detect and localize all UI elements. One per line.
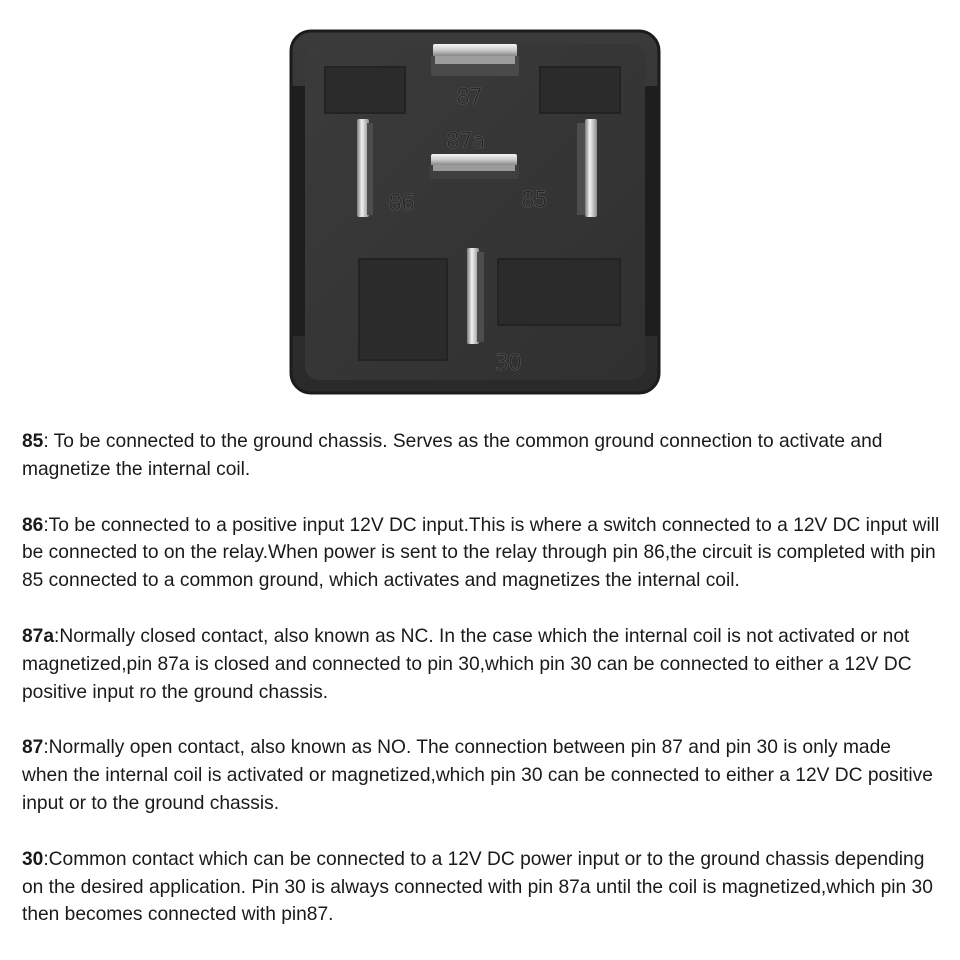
pin-30-terminal bbox=[467, 248, 484, 344]
description-30 bbox=[22, 846, 942, 929]
text-87a: :Normally closed contact, also known as NC. In the case which the internal coil is not activated or not magnetized,pin 87a is closed and connected to pin 30,which pin 30 can be connected to either a 12V DC positive input ro the ground chassis. bbox=[22, 625, 912, 703]
pin-87a-label: 87a bbox=[446, 129, 485, 154]
pin-85-label: 85 bbox=[521, 188, 547, 213]
pin-85-terminal bbox=[577, 119, 597, 217]
term-86: 86 bbox=[22, 514, 44, 536]
term-87: 87 bbox=[22, 737, 44, 759]
pin-87-label: 87 bbox=[456, 85, 482, 110]
text-85: : To be connected to the ground chassis. Serves as the common ground connection to activate and magnetize the internal coil. bbox=[22, 431, 883, 480]
pin-30-label: 30 bbox=[495, 351, 521, 376]
pin-86-terminal bbox=[357, 119, 373, 217]
text-30: :Common contact which can be connected to a 12V DC power input or to the ground chassis depending on the desired application. Pin 30 is always connected with pin 87a until the coil is magnetized,which pin 30 then becomes connected with pin87. bbox=[22, 848, 933, 926]
term-85: 85 bbox=[22, 431, 44, 452]
description-87 bbox=[22, 734, 942, 817]
relay-image bbox=[285, 26, 665, 398]
text-87: :Normally open contact, also known as NO. The connection between pin 87 and pin 30 is only made when the internal coil is activated or magnetized,which pin 30 can be connected to either a 12V DC positive input or to the ground chassis. bbox=[22, 737, 933, 814]
description-85 bbox=[22, 428, 942, 484]
pin-86-label: 86 bbox=[388, 191, 414, 216]
description-87a bbox=[22, 623, 942, 706]
term-87a: 87a bbox=[22, 625, 55, 647]
description-86 bbox=[22, 512, 942, 595]
term-30: 30 bbox=[22, 848, 44, 870]
pin-descriptions bbox=[22, 428, 942, 957]
pin-87-terminal bbox=[431, 44, 519, 76]
pin-87a-terminal bbox=[429, 154, 519, 179]
text-86: :To be connected to a positive input 12V DC input.This is where a switch connected to a 12V DC input will be connected to on the relay.When power is sent to the relay through pin 86,the circuit is completed with pin 85 connected to a common ground, which activates and magnetizes the internal coil. bbox=[22, 514, 940, 592]
